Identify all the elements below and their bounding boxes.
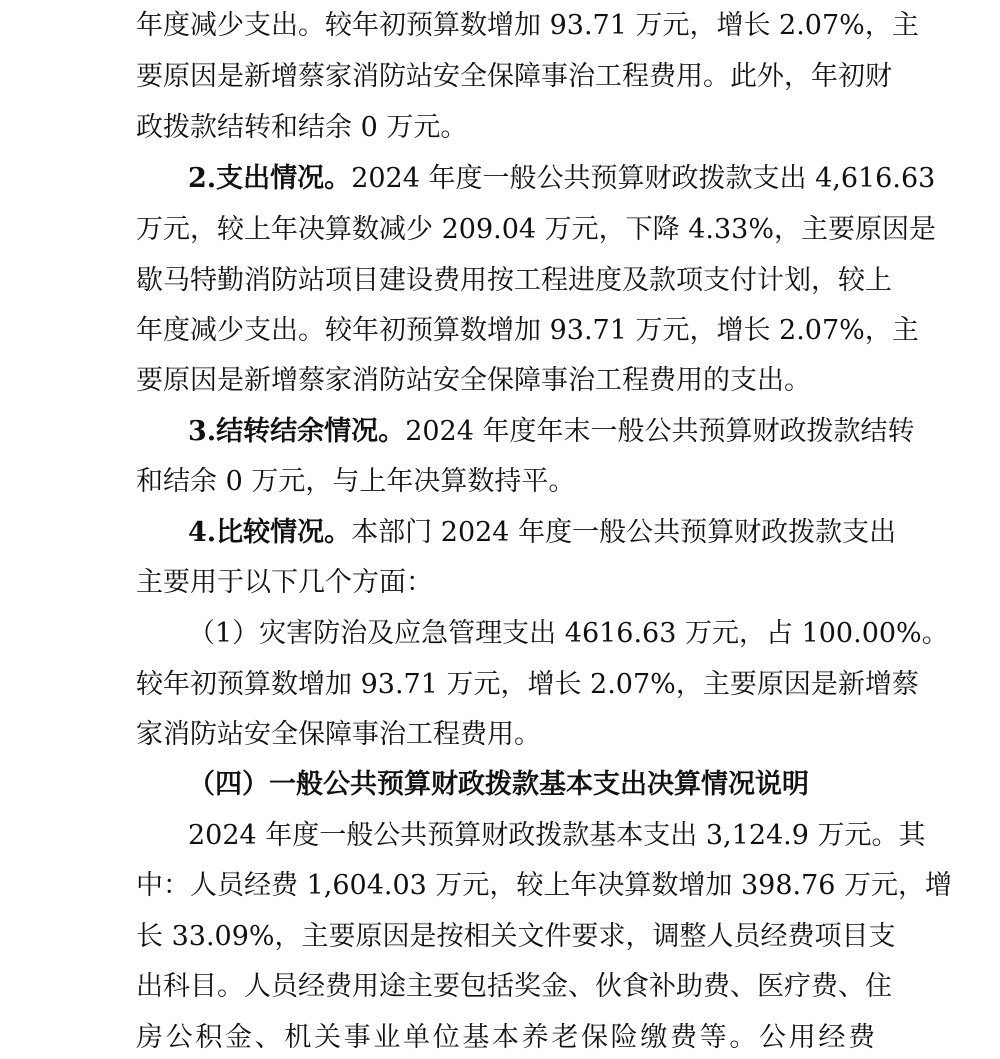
paragraph-line: 2024 年度一般公共预算财政拨款基本支出 3,124.9 万元。其 (188, 820, 926, 851)
paragraph-line: 较年初预算数增加 93.71 万元，增长 2.07%，主要原因是新增蔡 (136, 669, 919, 700)
paragraph-line: 家消防站安全保障事治工程费用。 (136, 719, 541, 750)
section-heading-line (188, 516, 897, 550)
paragraph-line: 要原因是新增蔡家消防站安全保障事治工程费用。此外，年初财 (136, 61, 892, 92)
paragraph-line: 歇马特勤消防站项目建设费用按工程进度及款项支付计划，较上 (136, 265, 892, 296)
paragraph-line: 主要用于以下几个方面： (136, 567, 433, 598)
section-heading: 2.支出情况。 (188, 163, 352, 194)
paragraph-line: 要原因是新增蔡家消防站安全保障事治工程费用的支出。 (136, 365, 811, 396)
paragraph-line: 出科目。人员经费用途主要包括奖金、伙食补助费、医疗费、住 (136, 971, 892, 1002)
paragraph-line: 房公积金、机关事业单位基本养老保险缴费等。公用经费 (136, 1022, 875, 1053)
paragraph-text: 2024 年度一般公共预算财政拨款支出 4,616.63 (351, 163, 936, 194)
list-item-line: （1）灾害防治及应急管理支出 4616.63 万元，占 100.00%。 (188, 618, 949, 649)
paragraph-line: 长 33.09%，主要原因是按相关文件要求，调整人员经费项目支 (136, 921, 896, 952)
section-heading-line (188, 415, 915, 449)
paragraph-line: 年度减少支出。较年初预算数增加 93.71 万元，增长 2.07%，主 (136, 10, 919, 41)
paragraph-line: 中：人员经费 1,604.03 万元，较上年决算数增加 398.76 万元，增 (136, 870, 953, 901)
paragraph-line: 和结余 0 万元，与上年决算数持平。 (136, 466, 576, 497)
subsection-title: （四）一般公共预算财政拨款基本支出决算情况说明 (188, 769, 809, 800)
section-heading: 3.结转结余情况。 (188, 416, 406, 447)
paragraph-text: 本部门 2024 年度一般公共预算财政拨款支出 (351, 517, 897, 548)
paragraph-text: 2024 年度年末一般公共预算财政拨款结转 (405, 416, 915, 447)
section-heading-line (188, 162, 936, 196)
paragraph-line: 万元，较上年决算数减少 209.04 万元，下降 4.33%，主要原因是 (136, 214, 936, 245)
paragraph-line: 政拨款结转和结余 0 万元。 (136, 112, 468, 143)
section-heading: 4.比较情况。 (188, 517, 352, 548)
paragraph-line: 年度减少支出。较年初预算数增加 93.71 万元，增长 2.07%，主 (136, 315, 919, 346)
